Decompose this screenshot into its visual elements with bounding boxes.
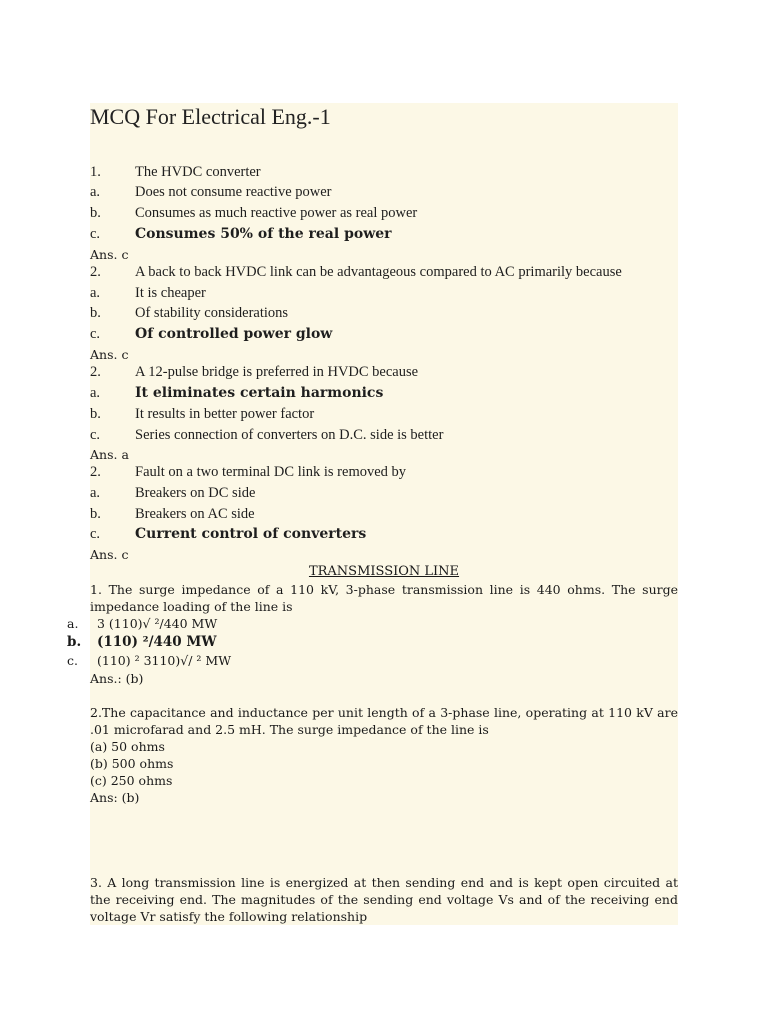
tl-question-2: 2.The capacitance and inductance per unit length of a 3-phase line, operating at 110 kV are .01 microfarad and 2.5 mH. The surge impedance of the line is xyxy=(90,705,678,737)
tl-q2-answer: Ans: (b) xyxy=(90,790,140,805)
item-text: A back to back HVDC link can be advantageous compared to AC primarily because xyxy=(135,264,622,280)
item-number: b. xyxy=(90,305,101,321)
item-text: Of controlled power glow xyxy=(135,326,333,342)
option-label: b. xyxy=(67,634,82,650)
item-text: Current control of converters xyxy=(135,526,367,542)
section-heading: TRANSMISSION LINE xyxy=(308,564,460,579)
item-text: Fault on a two terminal DC link is removed by xyxy=(135,464,407,480)
item-number: 2. xyxy=(90,464,101,480)
item-number: c. xyxy=(90,427,101,443)
tl-q2-option: (b) 500 ohms xyxy=(90,756,174,771)
item-text: It results in better power factor xyxy=(135,406,315,422)
item-number: a. xyxy=(90,485,101,501)
item-number: a. xyxy=(90,385,101,401)
answer-line: Ans. a xyxy=(90,447,129,462)
item-number: c. xyxy=(90,526,101,542)
answer-line: Ans. c xyxy=(90,247,129,262)
item-text: Consumes as much reactive power as real power xyxy=(135,205,418,221)
item-number: a. xyxy=(90,285,101,301)
tl-question-1: 1. The surge impedance of a 110 kV, 3-phase transmission line is 440 ohms. The surge impedance loading of the line is xyxy=(90,582,678,614)
item-text: It is cheaper xyxy=(135,285,206,301)
tl-q1-answer: Ans.: (b) xyxy=(90,671,144,686)
item-number: 2. xyxy=(90,364,101,380)
item-text: A 12-pulse bridge is preferred in HVDC because xyxy=(135,364,419,380)
item-number: a. xyxy=(90,184,101,200)
item-text: Series connection of converters on D.C. side is better xyxy=(135,427,444,443)
item-text: Does not consume reactive power xyxy=(135,184,332,200)
tl-q2-option: (a) 50 ohms xyxy=(90,739,165,754)
item-number: c. xyxy=(90,226,101,242)
tl-question-3: 3. A long transmission line is energized at then sending end and is kept open circuited at the receiving end. The magnitudes of the sending end voltage Vs and of the receiving end voltage Vr satisfy the following relationship xyxy=(90,875,678,924)
item-text: Breakers on AC side xyxy=(135,506,255,522)
option-text: (110) ²/440 MW xyxy=(97,634,217,650)
answer-line: Ans. c xyxy=(90,347,129,362)
item-text: Of stability considerations xyxy=(135,305,289,321)
item-number: 1. xyxy=(90,164,101,180)
tl-q2-option: (c) 250 ohms xyxy=(90,773,173,788)
answer-line: Ans. c xyxy=(90,547,129,562)
item-number: b. xyxy=(90,205,101,221)
option-text: 3 (110)√ ²/440 MW xyxy=(97,616,218,631)
item-number: c. xyxy=(90,326,101,342)
item-text: The HVDC converter xyxy=(135,164,261,180)
item-number: 2. xyxy=(90,264,101,280)
page-title: MCQ For Electrical Eng.-1 xyxy=(90,104,331,129)
item-number: b. xyxy=(90,406,101,422)
item-number: b. xyxy=(90,506,101,522)
item-text: Breakers on DC side xyxy=(135,485,256,501)
option-label: c. xyxy=(67,653,78,668)
item-text: Consumes 50% of the real power xyxy=(135,226,392,242)
option-label: a. xyxy=(67,616,79,631)
option-text: (110) ² 3110)√/ ² MW xyxy=(97,653,232,668)
item-text: It eliminates certain harmonics xyxy=(135,385,384,401)
